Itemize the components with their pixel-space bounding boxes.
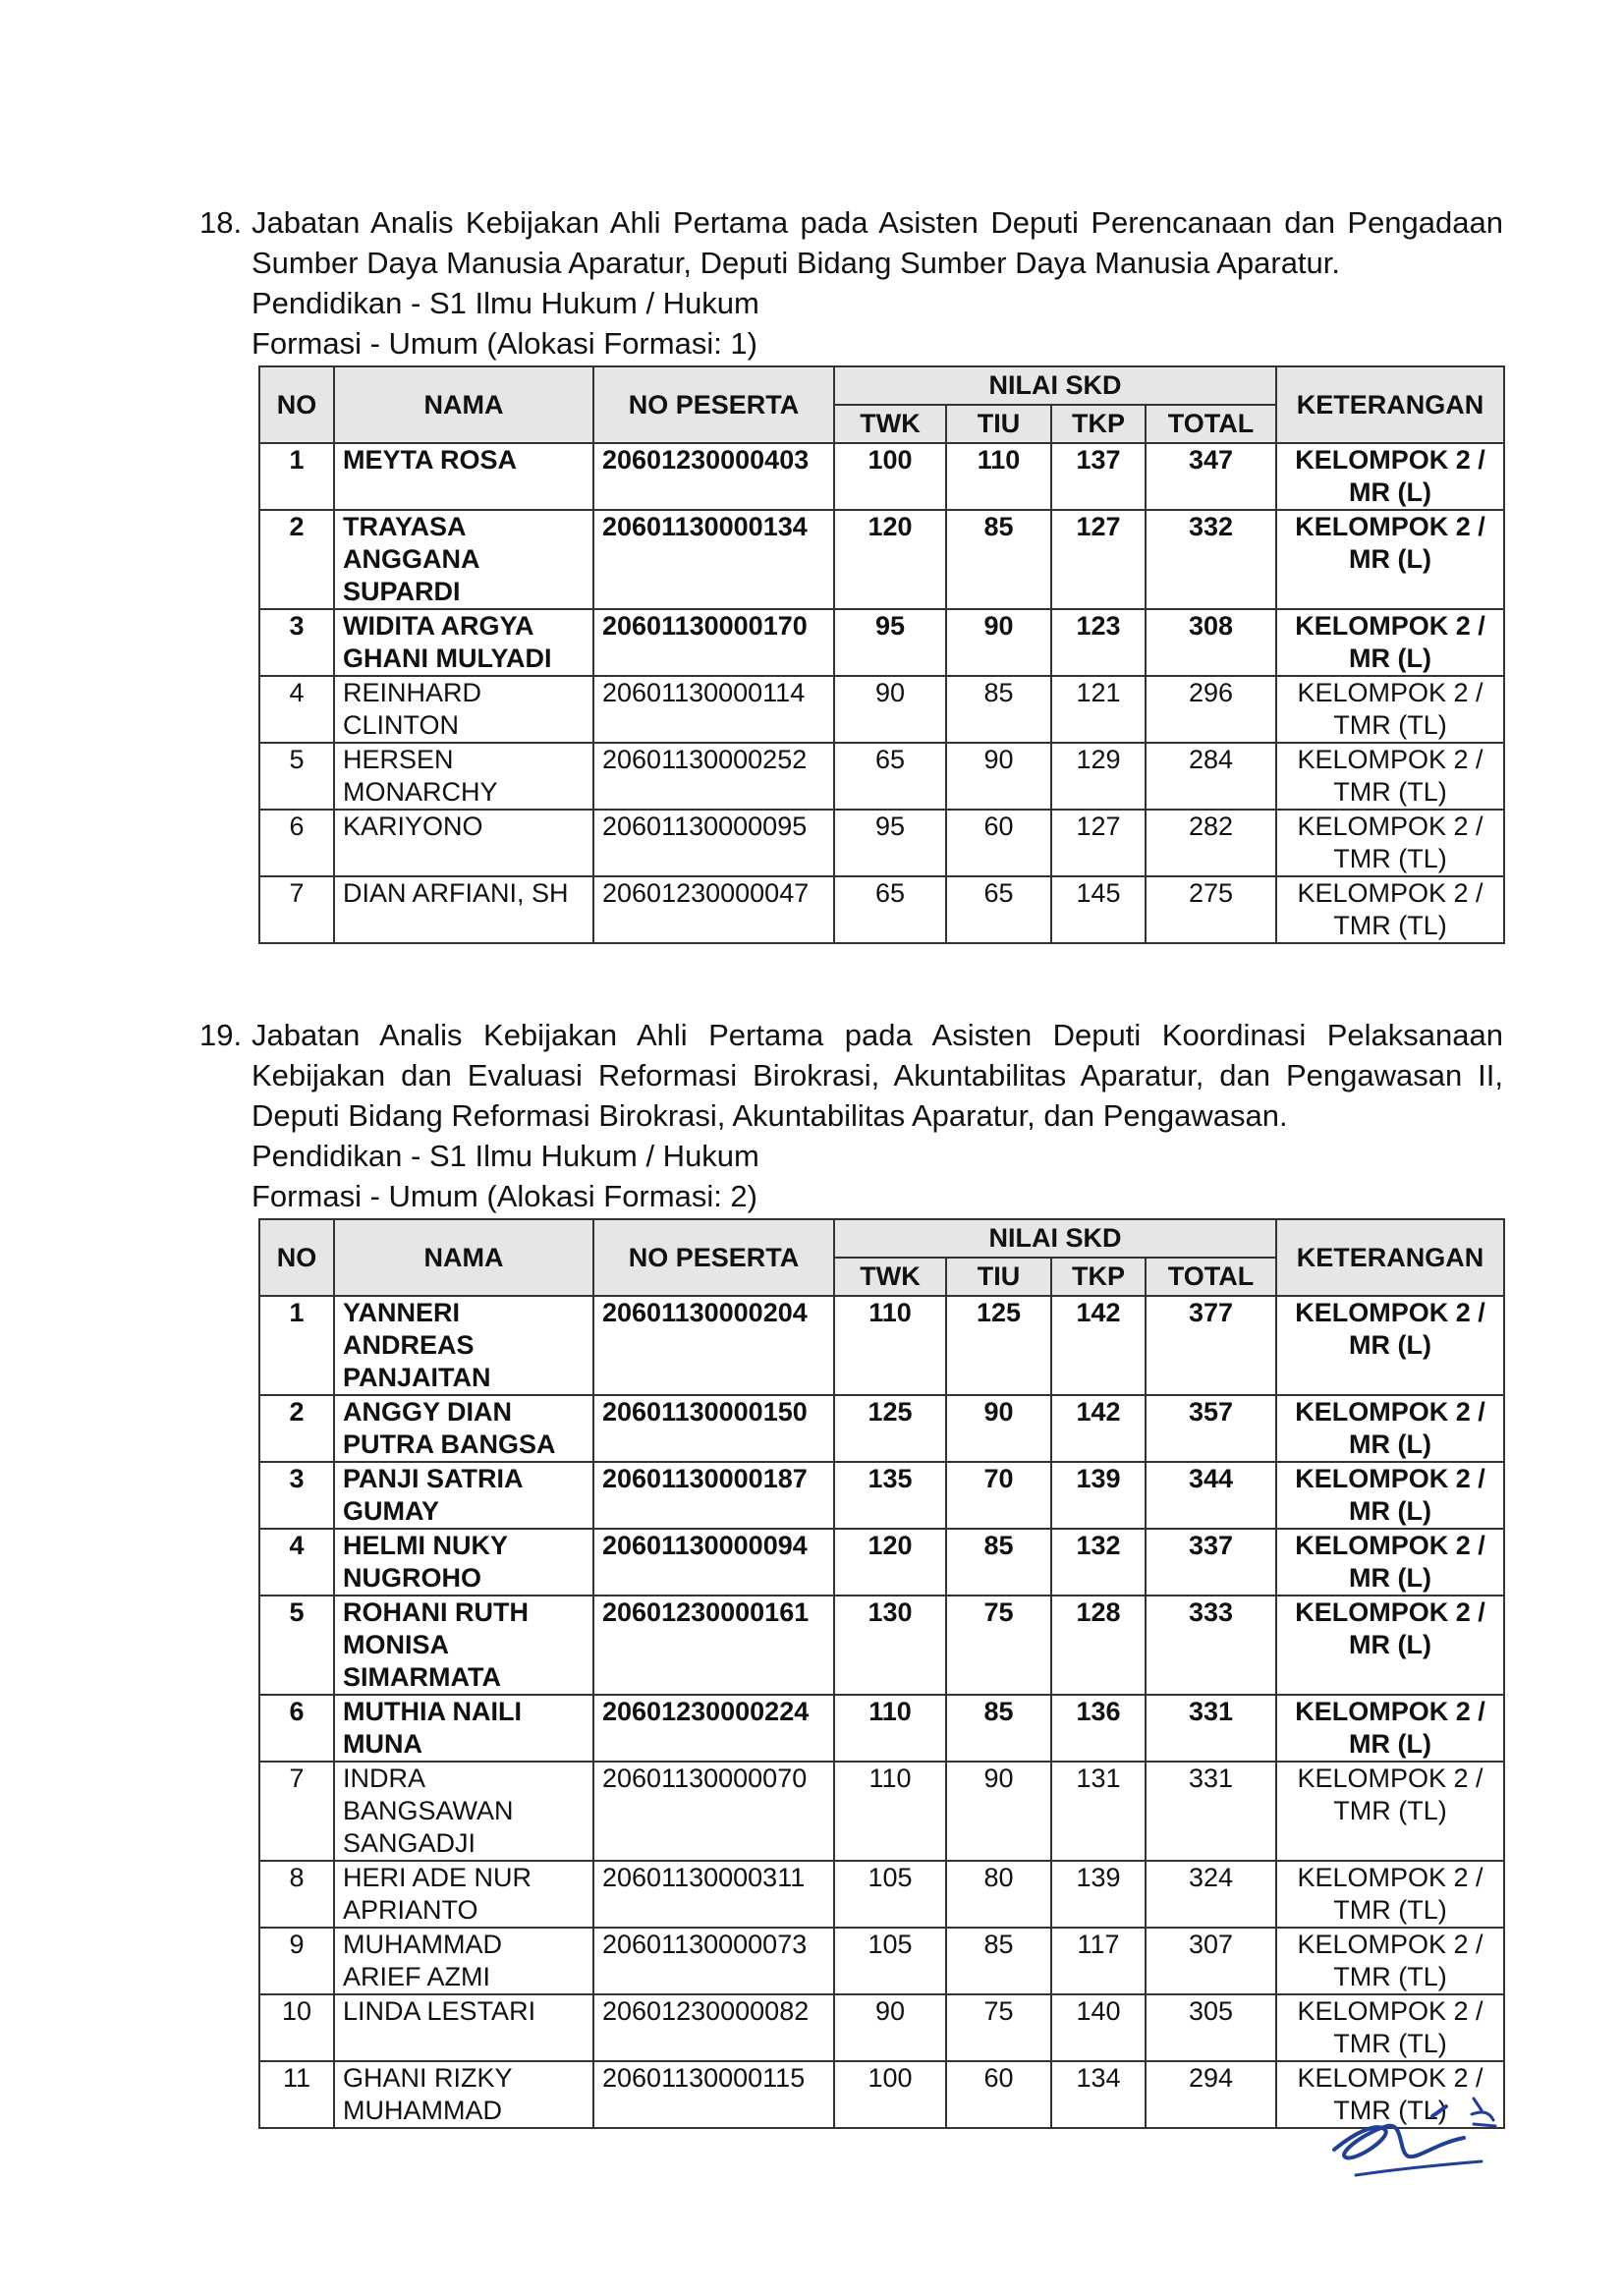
cell-keterangan: KELOMPOK 2 / MR (L): [1276, 1695, 1504, 1762]
header-twk: TWK: [834, 1258, 946, 1296]
cell-total: 282: [1146, 810, 1276, 876]
cell-total: 344: [1146, 1462, 1276, 1529]
table-row: [259, 1395, 1504, 1462]
cell-total: 296: [1146, 676, 1276, 743]
skd-table: [258, 365, 1505, 944]
table-row: [259, 1994, 1504, 2061]
table-row: [259, 443, 1504, 510]
cell-no-peserta: 20601130000095: [593, 810, 834, 876]
header-tkp: TKP: [1051, 405, 1146, 443]
cell-tiu: 75: [946, 1994, 1051, 2061]
section-title: Jabatan Analis Kebijakan Ahli Pertama pada Asisten Deputi Perencanaan dan Pengadaan Sumber Daya Manusia Aparatur, Deputi Bidang Sumber Daya Manusia Aparatur.: [252, 205, 1503, 280]
cell-tiu: 90: [946, 743, 1051, 810]
cell-no-peserta: 20601230000161: [593, 1596, 834, 1695]
header-keterangan: KETERANGAN: [1276, 1219, 1504, 1296]
cell-keterangan: KELOMPOK 2 / MR (L): [1276, 609, 1504, 676]
pendidikan-line: Pendidikan - S1 Ilmu Hukum / Hukum: [252, 286, 759, 320]
cell-twk: 110: [834, 1695, 946, 1762]
cell-total: 284: [1146, 743, 1276, 810]
cell-tiu: 90: [946, 1395, 1051, 1462]
cell-tkp: 139: [1051, 1861, 1146, 1928]
table-row: [259, 1296, 1504, 1395]
header-tkp: TKP: [1051, 1258, 1146, 1296]
cell-tiu: 125: [946, 1296, 1051, 1395]
cell-tkp: 121: [1051, 676, 1146, 743]
cell-tkp: 142: [1051, 1296, 1146, 1395]
cell-twk: 95: [834, 810, 946, 876]
cell-keterangan: KELOMPOK 2 / TMR (TL): [1276, 1928, 1504, 1994]
cell-tiu: 90: [946, 1762, 1051, 1861]
header-tiu: TIU: [946, 1258, 1051, 1296]
header-total: TOTAL: [1146, 1258, 1276, 1296]
cell-no-peserta: 20601130000114: [593, 676, 834, 743]
cell-twk: 105: [834, 1861, 946, 1928]
cell-keterangan: KELOMPOK 2 / TMR (TL): [1276, 810, 1504, 876]
cell-tkp: 131: [1051, 1762, 1146, 1861]
cell-no: 2: [259, 1395, 334, 1462]
cell-twk: 105: [834, 1928, 946, 1994]
cell-nama: ROHANI RUTH MONISA SIMARMATA: [334, 1596, 593, 1695]
cell-tkp: 140: [1051, 1994, 1146, 2061]
cell-keterangan: KELOMPOK 2 / MR (L): [1276, 510, 1504, 609]
cell-nama: ANGGY DIAN PUTRA BANGSA: [334, 1395, 593, 1462]
cell-tkp: 129: [1051, 743, 1146, 810]
cell-no: 11: [259, 2061, 334, 2128]
header-no: NO: [259, 1219, 334, 1296]
cell-no-peserta: 20601230000224: [593, 1695, 834, 1762]
cell-no-peserta: 20601130000150: [593, 1395, 834, 1462]
cell-twk: 90: [834, 676, 946, 743]
cell-no-peserta: 20601130000187: [593, 1462, 834, 1529]
cell-tiu: 70: [946, 1462, 1051, 1529]
cell-tiu: 60: [946, 810, 1051, 876]
cell-twk: 90: [834, 1994, 946, 2061]
header-total: TOTAL: [1146, 405, 1276, 443]
cell-no: 6: [259, 1695, 334, 1762]
cell-tkp: 134: [1051, 2061, 1146, 2128]
cell-tkp: 117: [1051, 1928, 1146, 1994]
cell-twk: 65: [834, 876, 946, 943]
cell-tkp: 142: [1051, 1395, 1146, 1462]
cell-twk: 100: [834, 2061, 946, 2128]
cell-total: 331: [1146, 1695, 1276, 1762]
cell-tiu: 85: [946, 1928, 1051, 1994]
cell-tkp: 139: [1051, 1462, 1146, 1529]
header-no-peserta: NO PESERTA: [593, 1219, 834, 1296]
cell-tkp: 127: [1051, 810, 1146, 876]
cell-no: 8: [259, 1861, 334, 1928]
header-no-peserta: NO PESERTA: [593, 366, 834, 443]
cell-tiu: 85: [946, 676, 1051, 743]
cell-no-peserta: 20601130000204: [593, 1296, 834, 1395]
header-nama: NAMA: [334, 1219, 593, 1296]
section-heading: [199, 1015, 1503, 1136]
cell-twk: 120: [834, 1529, 946, 1596]
cell-no: 1: [259, 443, 334, 510]
cell-no-peserta: 20601230000082: [593, 1994, 834, 2061]
section-number: 19.: [199, 1018, 243, 1052]
cell-nama: HELMI NUKY NUGROHO: [334, 1529, 593, 1596]
cell-no-peserta: 20601130000073: [593, 1928, 834, 1994]
signature-paraf: [1316, 2093, 1503, 2201]
cell-tiu: 85: [946, 1529, 1051, 1596]
cell-no: 3: [259, 1462, 334, 1529]
skd-table: [258, 1218, 1505, 2129]
cell-no: 9: [259, 1928, 334, 1994]
cell-tkp: 136: [1051, 1695, 1146, 1762]
cell-no: 4: [259, 1529, 334, 1596]
cell-total: 333: [1146, 1596, 1276, 1695]
table-body: [259, 443, 1504, 943]
cell-tkp: 128: [1051, 1596, 1146, 1695]
table-row: [259, 743, 1504, 810]
cell-no-peserta: 20601130000311: [593, 1861, 834, 1928]
table-row: [259, 1928, 1504, 1994]
cell-no-peserta: 20601230000047: [593, 876, 834, 943]
cell-tiu: 90: [946, 609, 1051, 676]
cell-total: 305: [1146, 1994, 1276, 2061]
cell-twk: 110: [834, 1296, 946, 1395]
cell-no: 10: [259, 1994, 334, 2061]
cell-no: 7: [259, 876, 334, 943]
section-19: [199, 1015, 1503, 2129]
cell-total: 331: [1146, 1762, 1276, 1861]
cell-total: 337: [1146, 1529, 1276, 1596]
cell-total: 275: [1146, 876, 1276, 943]
cell-twk: 135: [834, 1462, 946, 1529]
section-18: [199, 202, 1503, 944]
cell-total: 347: [1146, 443, 1276, 510]
cell-keterangan: KELOMPOK 2 / TMR (TL): [1276, 743, 1504, 810]
cell-no-peserta: 20601130000115: [593, 2061, 834, 2128]
cell-tiu: 65: [946, 876, 1051, 943]
cell-tkp: 127: [1051, 510, 1146, 609]
cell-no: 7: [259, 1762, 334, 1861]
cell-nama: PANJI SATRIA GUMAY: [334, 1462, 593, 1529]
cell-no-peserta: 20601130000134: [593, 510, 834, 609]
table-row: [259, 609, 1504, 676]
table-row: [259, 676, 1504, 743]
cell-keterangan: KELOMPOK 2 / TMR (TL): [1276, 876, 1504, 943]
cell-twk: 130: [834, 1596, 946, 1695]
formasi-line: Formasi - Umum (Alokasi Formasi: 2): [252, 1179, 757, 1213]
cell-total: 377: [1146, 1296, 1276, 1395]
section-number: 18.: [199, 205, 243, 240]
table-row: [259, 1529, 1504, 1596]
formasi-line: Formasi - Umum (Alokasi Formasi: 1): [252, 326, 757, 361]
cell-keterangan: KELOMPOK 2 / MR (L): [1276, 1529, 1504, 1596]
cell-nama: INDRA BANGSAWAN SANGADJI: [334, 1762, 593, 1861]
cell-twk: 125: [834, 1395, 946, 1462]
cell-keterangan: KELOMPOK 2 / TMR (TL): [1276, 1762, 1504, 1861]
cell-twk: 95: [834, 609, 946, 676]
cell-nama: DIAN ARFIANI, SH: [334, 876, 593, 943]
header-tiu: TIU: [946, 405, 1051, 443]
cell-tkp: 145: [1051, 876, 1146, 943]
table-row: [259, 810, 1504, 876]
cell-twk: 100: [834, 443, 946, 510]
cell-nama: MUTHIA NAILI MUNA: [334, 1695, 593, 1762]
cell-no: 5: [259, 1596, 334, 1695]
cell-no-peserta: 20601130000094: [593, 1529, 834, 1596]
cell-tkp: 123: [1051, 609, 1146, 676]
cell-tiu: 80: [946, 1861, 1051, 1928]
header-nama: NAMA: [334, 366, 593, 443]
cell-tiu: 60: [946, 2061, 1051, 2128]
cell-nama: GHANI RIZKY MUHAMMAD: [334, 2061, 593, 2128]
cell-total: 324: [1146, 1861, 1276, 1928]
cell-keterangan: KELOMPOK 2 / TMR (TL): [1276, 1994, 1504, 2061]
cell-no: 3: [259, 609, 334, 676]
cell-keterangan: KELOMPOK 2 / MR (L): [1276, 1596, 1504, 1695]
cell-no: 5: [259, 743, 334, 810]
cell-no: 1: [259, 1296, 334, 1395]
cell-nama: HERSEN MONARCHY: [334, 743, 593, 810]
cell-tiu: 75: [946, 1596, 1051, 1695]
section-heading: [199, 202, 1503, 283]
cell-nama: MEYTA ROSA: [334, 443, 593, 510]
cell-total: 307: [1146, 1928, 1276, 1994]
table-row: [259, 1596, 1504, 1695]
cell-total: 332: [1146, 510, 1276, 609]
cell-twk: 120: [834, 510, 946, 609]
cell-no-peserta: 20601130000252: [593, 743, 834, 810]
cell-no-peserta: 20601130000070: [593, 1762, 834, 1861]
header-no: NO: [259, 366, 334, 443]
cell-nama: TRAYASA ANGGANA SUPARDI: [334, 510, 593, 609]
header-nilai-skd: NILAI SKD: [834, 1219, 1276, 1258]
cell-total: 357: [1146, 1395, 1276, 1462]
cell-keterangan: KELOMPOK 2 / MR (L): [1276, 1395, 1504, 1462]
section-title: Jabatan Analis Kebijakan Ahli Pertama pada Asisten Deputi Koordinasi Pelaksanaan Kebijakan dan Evaluasi Reformasi Birokrasi, Akuntabilitas Aparatur, dan Pengawasan II, Deputi Bidang Reformasi Birokrasi, Akuntabilitas Aparatur, dan Pengawasan.: [252, 1018, 1503, 1133]
cell-tiu: 110: [946, 443, 1051, 510]
cell-nama: WIDITA ARGYA GHANI MULYADI: [334, 609, 593, 676]
header-nilai-skd: NILAI SKD: [834, 366, 1276, 405]
cell-tiu: 85: [946, 510, 1051, 609]
cell-nama: REINHARD CLINTON: [334, 676, 593, 743]
cell-no-peserta: 20601230000403: [593, 443, 834, 510]
table-row: [259, 510, 1504, 609]
cell-nama: LINDA LESTARI: [334, 1994, 593, 2061]
table-row: [259, 1462, 1504, 1529]
cell-total: 294: [1146, 2061, 1276, 2128]
cell-tkp: 137: [1051, 443, 1146, 510]
table-row: [259, 876, 1504, 943]
cell-keterangan: KELOMPOK 2 / TMR (TL): [1276, 2061, 1504, 2128]
cell-tiu: 85: [946, 1695, 1051, 1762]
cell-no: 2: [259, 510, 334, 609]
cell-keterangan: KELOMPOK 2 / TMR (TL): [1276, 1861, 1504, 1928]
cell-total: 308: [1146, 609, 1276, 676]
cell-nama: MUHAMMAD ARIEF AZMI: [334, 1928, 593, 1994]
header-keterangan: KETERANGAN: [1276, 366, 1504, 443]
table-body: [259, 1296, 1504, 2128]
cell-twk: 65: [834, 743, 946, 810]
cell-nama: HERI ADE NUR APRIANTO: [334, 1861, 593, 1928]
cell-no: 6: [259, 810, 334, 876]
table-row: [259, 1695, 1504, 1762]
cell-no: 4: [259, 676, 334, 743]
cell-keterangan: KELOMPOK 2 / TMR (TL): [1276, 676, 1504, 743]
header-twk: TWK: [834, 405, 946, 443]
cell-keterangan: KELOMPOK 2 / MR (L): [1276, 1462, 1504, 1529]
cell-nama: YANNERI ANDREAS PANJAITAN: [334, 1296, 593, 1395]
cell-tkp: 132: [1051, 1529, 1146, 1596]
cell-keterangan: KELOMPOK 2 / MR (L): [1276, 1296, 1504, 1395]
cell-twk: 110: [834, 1762, 946, 1861]
pendidikan-line: Pendidikan - S1 Ilmu Hukum / Hukum: [252, 1139, 759, 1173]
cell-no-peserta: 20601130000170: [593, 609, 834, 676]
cell-nama: KARIYONO: [334, 810, 593, 876]
table-row: [259, 1861, 1504, 1928]
table-row: [259, 1762, 1504, 1861]
cell-keterangan: KELOMPOK 2 / MR (L): [1276, 443, 1504, 510]
